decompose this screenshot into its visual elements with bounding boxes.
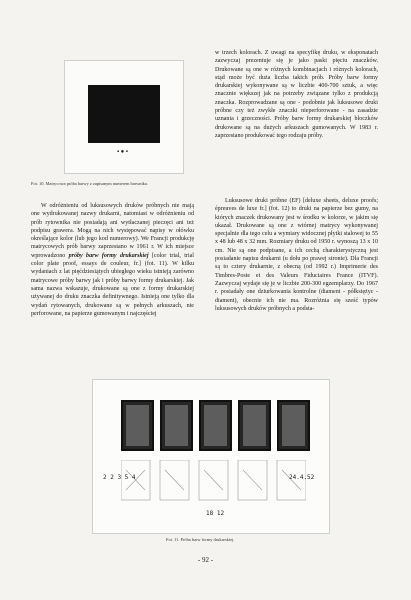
bold-term: próby barw formy drukarskiej [68, 252, 149, 259]
stamp-ghost-row [121, 460, 306, 505]
sheet-number-middle: 18 12 [206, 510, 225, 517]
figure-11-color-trial-strip [92, 379, 330, 534]
page-number: - 92 - [197, 556, 214, 564]
stamp-2 [160, 400, 193, 451]
sheet-number-left: 2 2 3 5 4 [103, 474, 136, 481]
stamp-1 [121, 400, 154, 451]
right-mid-paragraph: Luksusowe druki próbne (EF) [deluxe sheets, deluxe proofs; épreuves de luxe fr.] (fot. 12) to druki na papierze bez gumy, na których znaczek drukowany jest w środku w kolorze, w jakim się ukazał. Drukowane są one z wtórnej matrycy wykonywanej specjalnie dla tego celu a wymiary widocznej płytki stalowej to 55 x 48 lub 48 x 32 mm. Rozmiary druku od 1950 r. wynoszą 13 x 10 cm. Nie są one podpisane, a ich cechą charakterystyczną jest posiadanie napisu drukarni (u dołu po prawej stronie). Dla Francji są to cztery drukarnie, z obecną (od 1992 r.) Imprimerie des Timbres-Poste et des Valeurs Fiduciaires France (ITVF). Zazwyczaj wydaje się je w liczbie 200-300 egzemplarzy. Do 1967 r. posiadały one dziurkowania kontrolne (diament - półksiężyc - diament), obecnie ich nie ma. Rozróżnia się sześć typów luksusowych druków próbnych a podsta- [215, 198, 378, 312]
sheet-date-right: 24.4.52 [289, 474, 315, 481]
stamp-5 [277, 400, 310, 451]
figure-10-marks: ▪ ● ▪ [117, 149, 128, 155]
left-paragraph-text: W odróżnieniu od luksusowych druków próbnych nie mają one wydrukowanej nazwy drukarni, natomiast w odróżnieniu od prób rytownika nie posiadają ani wytłaczanej pieczęci ani też podpisu grawera. Mogą na nich występować napisy w ołówku określające kolor (lub jego kod numerowy). We Francji produkcję matrycowych prób barwy zaprzestano w 1961 r. W ich miejsce wprowadzono [31, 203, 194, 259]
left-paragraph [31, 202, 194, 318]
figure-11-caption: Fot. 11. Próba barw formy drukarskiej. [166, 537, 235, 542]
figure-10-color-proof [64, 60, 184, 174]
stamp-4 [238, 400, 271, 451]
figure-10-caption: Fot. 10. Matrycowa próba barwy z zapisanym numerem barwnika. [31, 181, 148, 186]
right-column-top-text [215, 49, 378, 140]
right-column-mid-text [215, 197, 378, 313]
figure-10-stamp-image [88, 85, 160, 143]
left-paragraph-tail: [color trial, trial color plate proof, essays de couleur, fr.] (fot. 11). W kilku wydaniach z lat pięćdziesiątych ubiegłego wieku istnieją zarówno matrycowe próby barwy jak i próby barwy formy drukarskiej. Jak sama nazwa wskazuje, drukowane są one z formy drukarskiej używanej do druku znaczka definitywnego. Istnieją one tylko dla wydań rytowanych, drukowane są w pełnych arkuszach, nie perforowane, na papierze gumowanym i najczęściej [31, 252, 194, 317]
stamp-3 [199, 400, 232, 451]
left-column-text [31, 202, 194, 318]
right-top-paragraph: w trzech kolorach. Z uwagi na specyfikę druku, w eksponatach zazwyczaj prezentuje się je jako paski pięciu znaczków. Drukowane są one w różnych kombinacjach i różnych kolorach, stąd może być duża liczba takich prób. Próby barw formy drukarskiej wykonywane są w liczbie 400-700 sztuk, a więc znacznie większej jak na potrzeby związane tylko z produkcją znaczka. Rozprowadzane są one - podobnie jak luksusowe druki próbne czy też zwykłe znaczki nieperforowane - na zasadzie uznania i grzeczności. Próby barw formy drukarskiej bloczków drukowane są na dużych arkuszach gumowanych. W 1983 r. zaprzestano produkować tego rodzaju próby. [215, 50, 378, 139]
